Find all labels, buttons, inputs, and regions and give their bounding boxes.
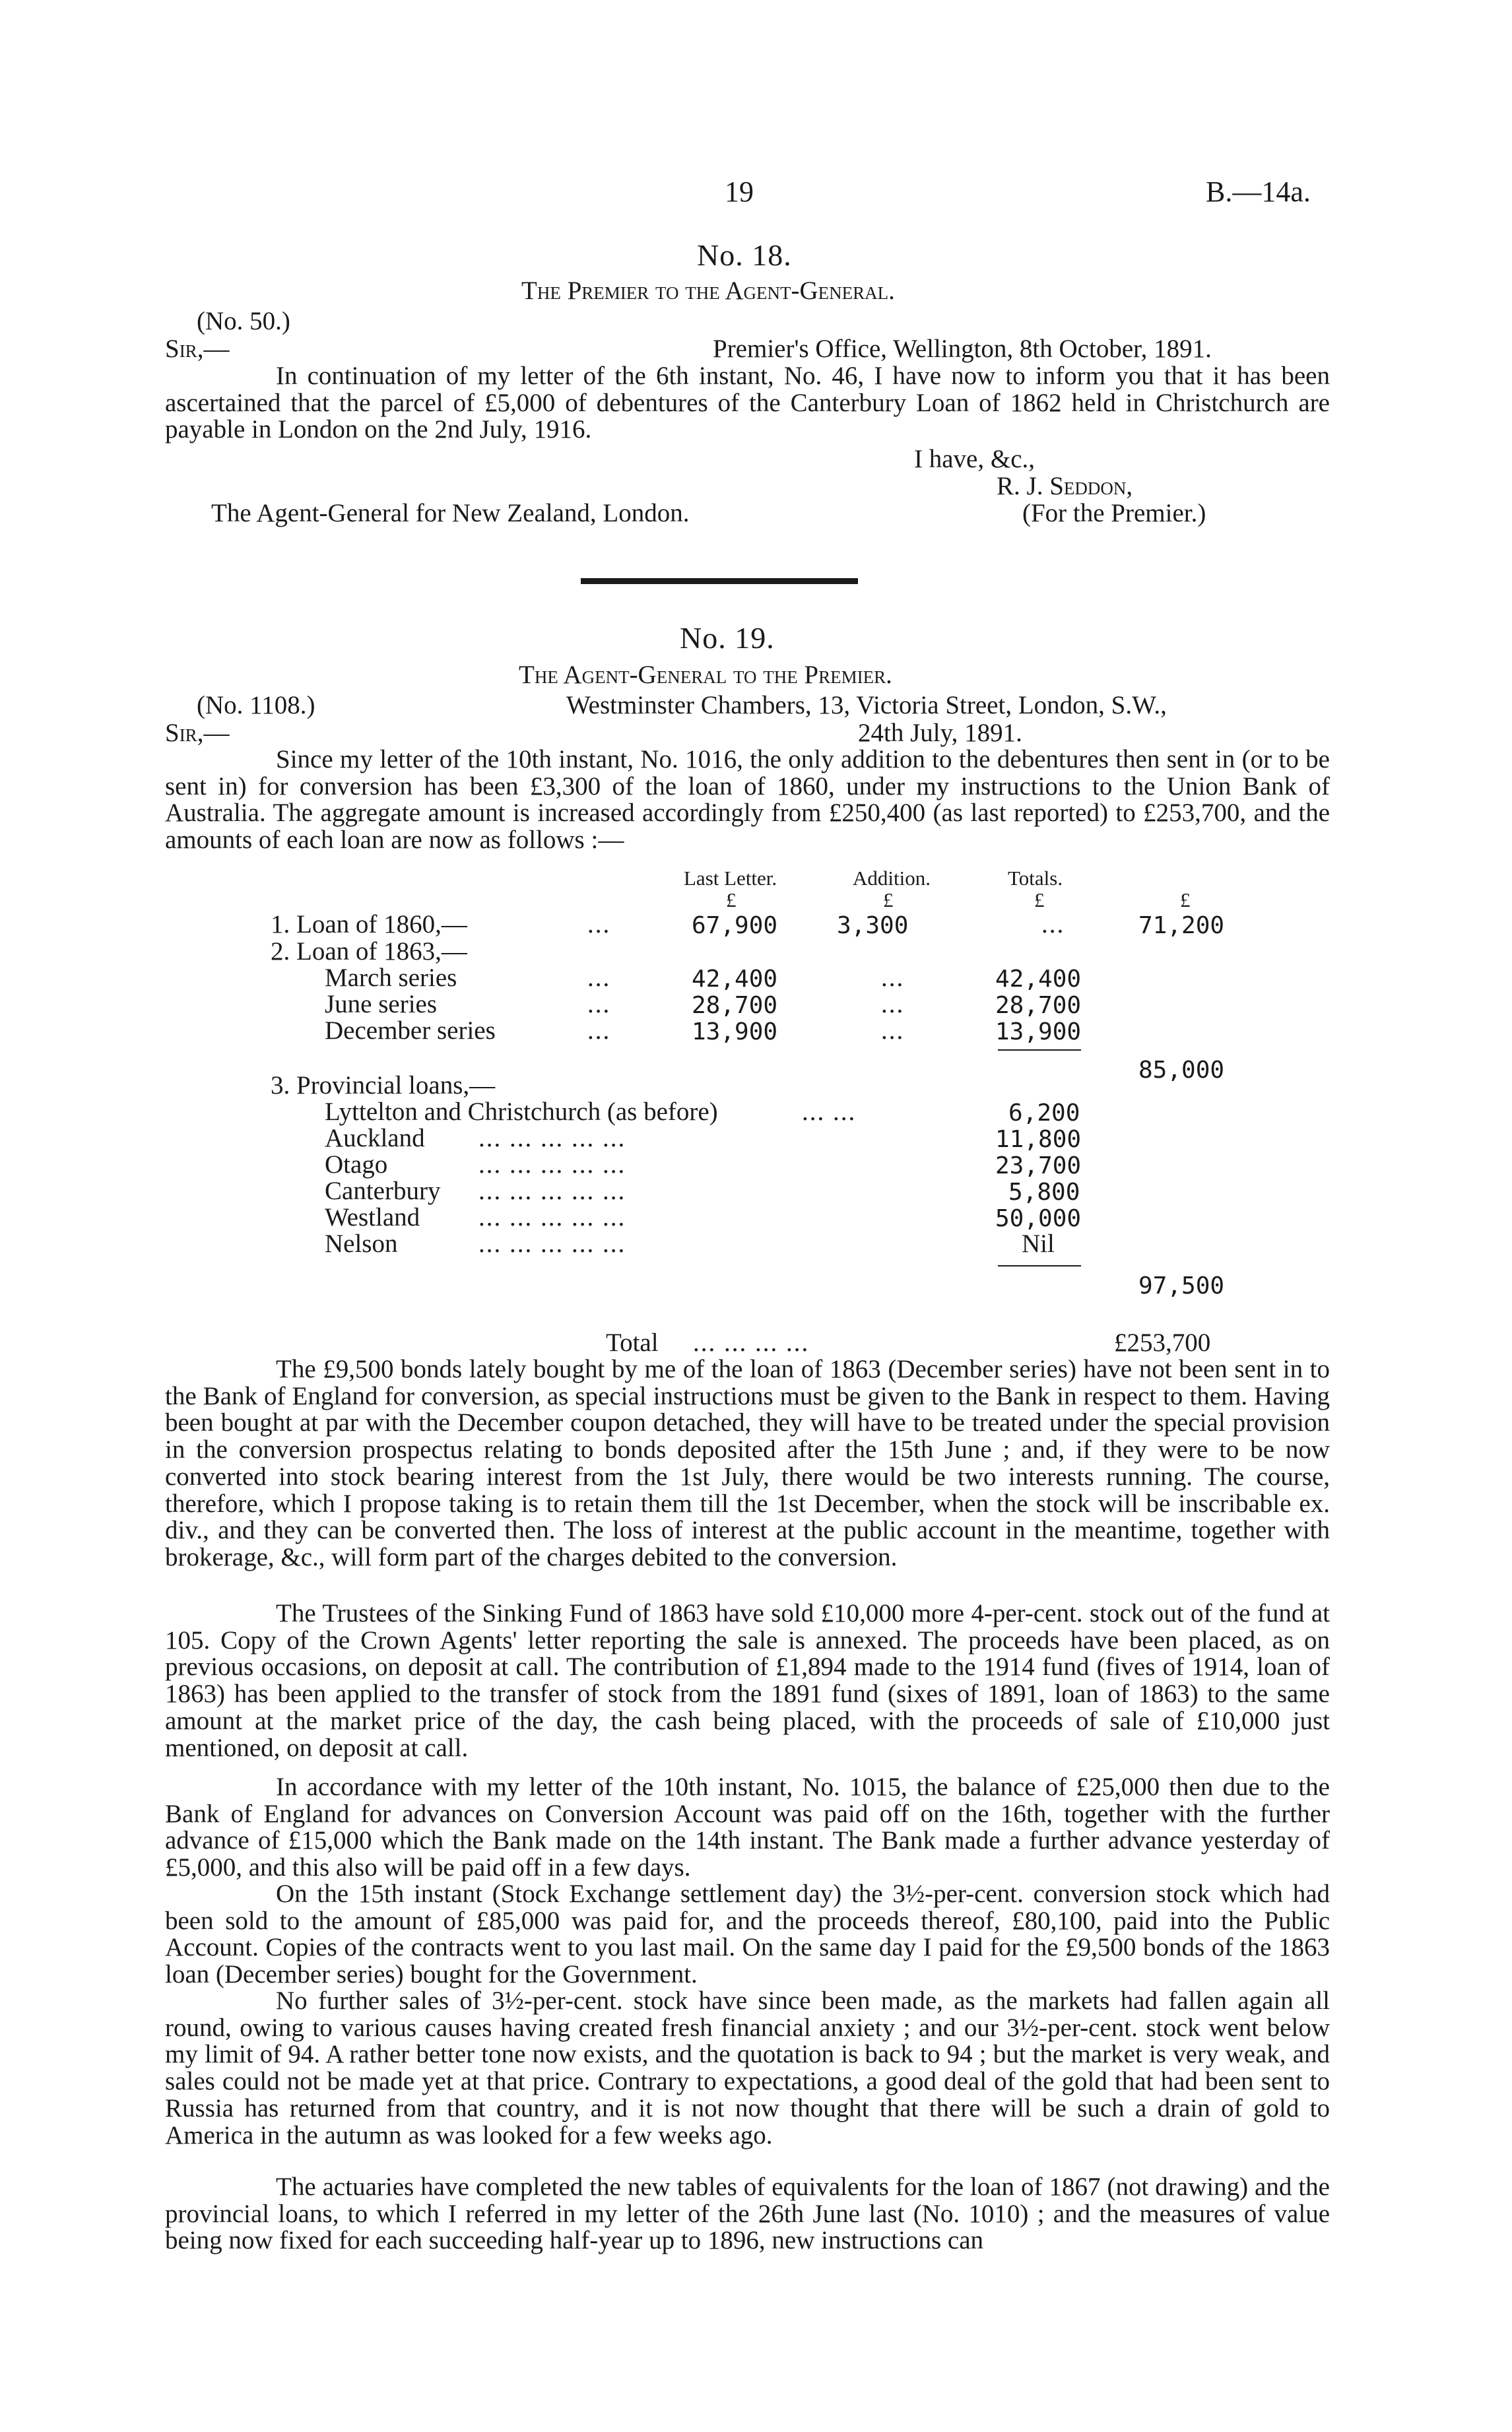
letter-18-signature: R. J. Seddon, xyxy=(997,472,1133,500)
leader-dots: ... xyxy=(881,964,905,992)
provincial-row-total: 5,800 xyxy=(1008,1179,1080,1206)
provincial-row-total: 6,200 xyxy=(1008,1100,1080,1127)
letter-19-ref-no: (No. 1108.) xyxy=(197,691,315,719)
provincial-row-total: 11,800 xyxy=(995,1126,1082,1153)
subtotal-rule xyxy=(998,1265,1081,1266)
provincial-label: 3. Provincial loans,— xyxy=(271,1071,496,1100)
loan-1863-row-label: June series xyxy=(325,990,438,1018)
leader-dots: ... ... ... ... ... xyxy=(478,1177,626,1205)
letter-18-body: In continuation of my letter of the 6th instant, No. 46, I have now to inform you that it has been ascertained that the parcel of £5,000 of debentures of the Canterbury Loan of 1862 held in Christchurch are payable in London on the 2nd July, 1916. xyxy=(165,362,1330,444)
leader-dots: ... xyxy=(1041,910,1065,938)
leader-dots: ... ... ... ... ... xyxy=(478,1150,626,1179)
loan-1860-sum: 71,200 xyxy=(1138,912,1225,939)
letter-18-address: Premier's Office, Wellington, 8th October, 1891. xyxy=(713,335,1212,363)
provincial-row-label: Lyttelton and Christchurch (as before) xyxy=(325,1098,718,1126)
pound-sign: £ xyxy=(1180,888,1191,911)
provincial-row-label: Nelson xyxy=(325,1230,398,1258)
leader-dots: ... ... ... ... ... xyxy=(478,1203,626,1232)
leader-dots: ... ... ... ... ... xyxy=(478,1124,626,1152)
loan-1863-label: 2. Loan of 1863,— xyxy=(271,937,467,966)
leader-dots: ... xyxy=(881,1016,905,1045)
letter-19-address-line1: Westminster Chambers, 13, Victoria Street, London, S.W., xyxy=(566,691,1167,719)
letter-19-heading: No. 19. xyxy=(680,621,775,655)
col-header-addition: Addition. xyxy=(853,867,931,890)
paragraph: On the 15th instant (Stock Exchange settlement day) the 3½-per-cent. conversion stock which had been sold to the amount of £85,000 was paid for, and the proceeds thereof, £80,100, paid into the Public Account. Copies of the contracts went to you last mail. On the same day I paid for the £9,500 bonds of the 1863 loan (December series) bought for the Government. xyxy=(165,1880,1330,1989)
letter-18-recipient: The Agent-General for New Zealand, London. xyxy=(211,499,690,527)
letter-19-intro: Since my letter of the 10th instant, No. 1016, the only addition to the debentures then sent in (or to be sent in) for conversion has been £3,300 of the loan of 1860, under my instructions to the Union Bank of Australia. The aggregate amount is increased accordingly from £250,400 (as last reported) to £253,700, and the amounts of each loan are now as follows :— xyxy=(165,745,1330,855)
grand-total: £253,700 xyxy=(1114,1329,1211,1357)
provincial-row-total: Nil xyxy=(1022,1230,1055,1258)
letter-19-address-line2: 24th July, 1891. xyxy=(858,719,1022,747)
paragraph: In accordance with my letter of the 10th instant, No. 1015, the balance of £25,000 then due to the Bank of England for advances on Conversion Account was paid off on the 16th, together with the further advance of £15,000 which the Bank made on the 14th instant. The Bank made a further advance yesterday of £5,000, and this also will be paid off in a few days. xyxy=(165,1773,1330,1882)
provincial-row-total: 23,700 xyxy=(995,1152,1082,1179)
loan-1863-row-total: 42,400 xyxy=(995,966,1082,993)
subtotal-rule xyxy=(998,1049,1081,1051)
leader-dots: ... xyxy=(587,910,611,938)
page-number: 19 xyxy=(725,176,754,208)
provincial-row-label: Canterbury xyxy=(325,1177,441,1205)
col-header-last-letter: Last Letter. xyxy=(684,867,777,890)
loan-1863-row-total: 13,900 xyxy=(995,1018,1082,1045)
loan-1863-row-last: 42,400 xyxy=(692,966,778,993)
document-reference: B.—14a. xyxy=(1206,176,1311,208)
leader-dots: ... ... ... ... xyxy=(693,1329,810,1357)
pound-sign: £ xyxy=(726,888,737,911)
leader-dots: ... xyxy=(587,990,611,1018)
loan-1860-addition: 3,300 xyxy=(837,912,909,939)
loan-1860-label: 1. Loan of 1860,— xyxy=(271,910,467,938)
loan-1863-row-label: March series xyxy=(325,964,457,992)
loan-1863-row-last: 13,900 xyxy=(692,1018,778,1045)
loan-1863-row-total: 28,700 xyxy=(995,992,1082,1019)
provincial-row-label: Westland xyxy=(325,1203,420,1232)
loan-1863-row-last: 28,700 xyxy=(692,992,778,1019)
loan-1863-row-label: December series xyxy=(325,1016,496,1045)
letter-18-ref-no: (No. 50.) xyxy=(197,307,290,335)
leader-dots: ... xyxy=(587,1016,611,1045)
paragraph: The actuaries have completed the new tables of equivalents for the loan of 1867 (not drawing) and the provincial loans, to which I referred in my letter of the 26th June last (No. 1010) ; and the measures of value being now fixed for each succeeding half-year up to 1896, new instructions can xyxy=(165,2173,1330,2255)
provincial-sum: 97,500 xyxy=(1138,1272,1225,1299)
letter-19-title: The Agent-General to the Premier. xyxy=(519,661,892,689)
paragraph: The £9,500 bonds lately bought by me of the loan of 1863 (December series) have not been sent in to the Bank of England for conversion, as special instructions must be given to the Bank in respect to them. Having been bought at par with the December coupon detached, they will have to be treated under the special provision in the conversion prospectus relating to bonds deposited after the 15th June ; and, if they were to be now converted into stock bearing interest from the 1st July, there would be two interests running. The course, therefore, which I propose taking is to retain them till the 1st December, when the stock will be inscribable ex. div., and they can be converted then. The loss of interest at the public account in the meantime, together with brokerage, &c., will form part of the charges debited to the conversion. xyxy=(165,1355,1330,1571)
leader-dots: ... xyxy=(881,990,905,1018)
leader-dots: ... xyxy=(587,964,611,992)
pound-sign: £ xyxy=(883,888,894,911)
paragraph: The Trustees of the Sinking Fund of 1863 have sold £10,000 more 4-per-cent. stock out of the fund at 105. Copy of the Crown Agents' letter reporting the sale is annexed. The proceeds have been placed, as on previous occasions, on deposit at call. The contribution of £1,894 made to the 1914 fund (fives of 1914, loan of 1863) has been applied to the transfer of stock from the 1891 fund (sixes of 1891, loan of 1863) to the same amount at the market price of the day, the cash being placed, with the proceeds of sale of £10,000 just mentioned, on deposit at call. xyxy=(165,1599,1330,1762)
letter-19-salutation: Sir,— xyxy=(165,719,230,747)
loan-1863-sum: 85,000 xyxy=(1138,1057,1225,1084)
provincial-row-label: Otago xyxy=(325,1150,388,1179)
letter-18-salutation: Sir,— xyxy=(165,335,230,363)
letter-18-heading: No. 18. xyxy=(697,238,792,272)
col-header-totals: Totals. xyxy=(1008,867,1063,890)
paragraph: No further sales of 3½-per-cent. stock have since been made, as the markets had fallen again all round, owing to various causes having created fresh financial anxiety ; and our 3½-per-cent. stock went below my limit of 94. A rather better tone now exists, and the quotation is back to 94 ; but the market is very weak, and sales could not be made yet at that price. Contrary to expectations, a good deal of the gold that had been sent to Russia has returned from that country, and it is not now thought that there will be such a drain of gold to America in the autumn as was looked for a few weeks ago. xyxy=(165,1987,1330,2150)
letter-18-signature-role: (For the Premier.) xyxy=(1022,499,1206,527)
provincial-row-label: Auckland xyxy=(325,1124,425,1152)
leader-dots: ... ... xyxy=(802,1098,857,1126)
pound-sign: £ xyxy=(1034,888,1045,911)
leader-dots: ... ... ... ... ... xyxy=(478,1230,626,1258)
provincial-row-total: 50,000 xyxy=(995,1205,1082,1232)
letter-18-title: The Premier to the Agent-General. xyxy=(521,277,895,305)
loan-1860-last: 67,900 xyxy=(692,912,778,939)
section-divider xyxy=(581,578,858,584)
total-label: Total xyxy=(606,1329,659,1357)
letter-18-closing: I have, &c., xyxy=(914,445,1035,473)
